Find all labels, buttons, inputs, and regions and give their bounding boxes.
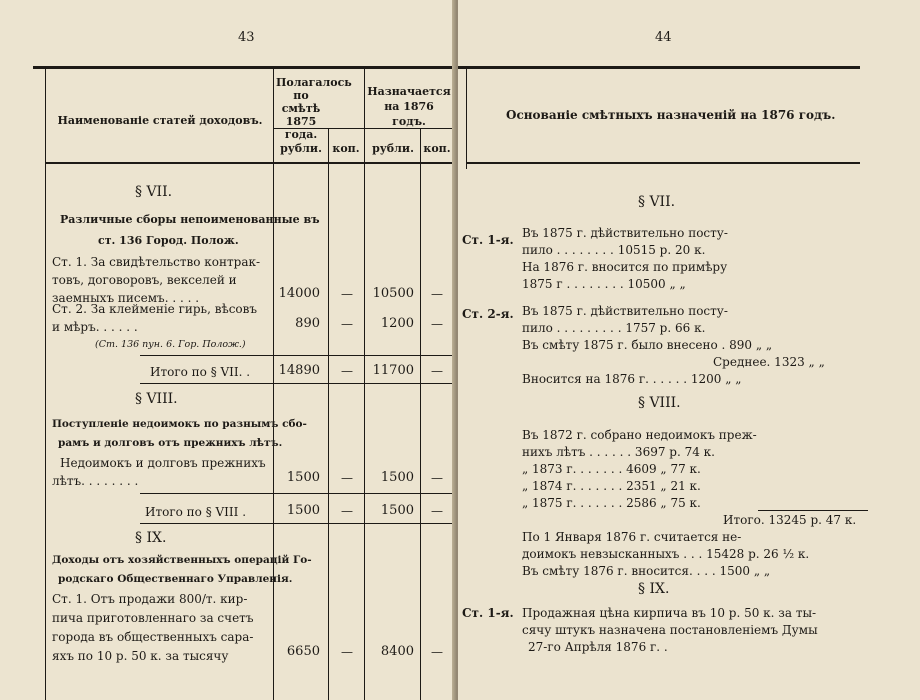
header-rule xyxy=(466,162,860,164)
total-label: Итого по § VII. . xyxy=(150,365,251,379)
kop-value: — xyxy=(341,364,353,378)
basis-text: Среднее. 1323 „ „ xyxy=(713,355,825,369)
value-1876: 1200 xyxy=(380,316,414,331)
total-1876: 1500 xyxy=(380,503,414,518)
col-divider xyxy=(420,128,421,700)
basis-text: сячу штукъ назначена постановленіемъ Думы xyxy=(522,623,818,637)
item-text: Ст. 1. Отъ продажи 800/т. кир- xyxy=(52,592,248,606)
basis-text: Вносится на 1876 г. . . . . . 1200 „ „ xyxy=(522,372,742,386)
kop-value: — xyxy=(341,287,353,301)
section-heading: Различные сборы непоименованные въ xyxy=(60,213,320,226)
kop-value: — xyxy=(431,645,443,659)
item-text: и мѣръ. . . . . . xyxy=(52,320,138,334)
kop-value: — xyxy=(431,317,443,331)
section-heading: Поступленіе недоимокъ по разнымъ сбо- xyxy=(52,418,307,430)
section-title: § VIII. xyxy=(638,395,681,411)
article-label: Ст. 1-я. xyxy=(462,233,514,247)
basis-text: Въ смѣту 1876 г. вносится. . . . 1500 „ „ xyxy=(522,564,771,578)
section-title: § VII. xyxy=(135,184,173,200)
total-label: Итого по § VIII . xyxy=(145,505,247,519)
basis-text: пило . . . . . . . . 10515 р. 20 к. xyxy=(522,243,706,257)
item-text: пича приготовленнаго за счетъ xyxy=(52,611,254,625)
basis-text: 1875 г . . . . . . . . 10500 „ „ xyxy=(522,277,686,291)
basis-text: нихъ лѣтъ . . . . . . 3697 р. 74 к. xyxy=(522,445,715,459)
header-basis: Основаніе смѣтныхъ назначеній на 1876 годъ. xyxy=(506,108,836,122)
kop-value: — xyxy=(341,471,353,485)
legal-note: (Ст. 136 пун. 6. Гор. Полож.) xyxy=(95,339,246,350)
section-heading: родскаго Общественнаго Управленія. xyxy=(58,573,293,585)
left-page xyxy=(0,0,455,700)
kop-value: — xyxy=(341,317,353,331)
basis-text: Продажная цѣна кирпича въ 10 р. 50 к. за ты- xyxy=(522,606,817,620)
item-text: лѣтъ. . . . . . . . xyxy=(52,474,139,488)
section-heading: ст. 136 Город. Полож. xyxy=(98,234,239,247)
article-label: Ст. 1-я. xyxy=(462,606,514,620)
basis-text: „ 1873 г. . . . . . . 4609 „ 77 к. xyxy=(522,462,701,476)
header-item-name: Наименованіе статей доходовъ. xyxy=(57,114,263,127)
header-kop: коп. xyxy=(332,142,360,155)
header-1875: Полагалось по смѣтѣ 1875 года. xyxy=(276,76,352,141)
value-1876: 10500 xyxy=(372,286,414,301)
kop-value: — xyxy=(431,504,443,518)
basis-text: „ 1875 г. . . . . . . 2586 „ 75 к. xyxy=(522,496,701,510)
subtotal-rule xyxy=(140,493,455,494)
basis-text: Въ 1872 г. собрано недоимокъ преж- xyxy=(522,428,757,442)
basis-text: „ 1874 г. . . . . . . 2351 „ 21 к. xyxy=(522,479,701,493)
value-1876: 1500 xyxy=(380,470,414,485)
kop-value: — xyxy=(431,287,443,301)
value-1875: 14000 xyxy=(278,286,320,301)
subtotal-rule xyxy=(140,383,455,384)
basis-text: По 1 Января 1876 г. считается не- xyxy=(522,530,742,544)
value-1875: 1500 xyxy=(286,470,320,485)
table-border xyxy=(466,69,467,169)
item-text: Ст. 2. За клейменіе гирь, вѣсовъ xyxy=(52,302,258,316)
right-page xyxy=(458,0,920,700)
section-title: § VIII. xyxy=(135,391,178,407)
item-text: Ст. 1. За свидѣтельство контрак- xyxy=(52,255,261,269)
basis-text: Въ 1875 г. дѣйствительно посту- xyxy=(522,304,728,318)
page-number-right: 44 xyxy=(655,30,672,45)
value-1875: 890 xyxy=(295,316,320,331)
subtotal-rule xyxy=(140,523,455,524)
item-text: товъ, договоровъ, векселей и xyxy=(52,273,237,287)
page-number-left: 43 xyxy=(238,30,255,45)
basis-text: Въ смѣту 1875 г. было внесено . 890 „ „ xyxy=(522,338,773,352)
section-title: § IX. xyxy=(638,581,670,597)
header-rule xyxy=(45,162,455,164)
section-title: § IX. xyxy=(135,530,167,546)
subtotal-rule xyxy=(140,355,455,356)
top-rule xyxy=(458,66,860,69)
sum-rule xyxy=(758,510,868,511)
header-rub-1876: рубли. xyxy=(372,142,414,155)
col-divider xyxy=(328,128,329,700)
item-text: города въ общественныхъ сара- xyxy=(52,630,254,644)
article-label: Ст. 2-я. xyxy=(462,307,514,321)
section-title: § VII. xyxy=(638,194,676,210)
value-1876: 8400 xyxy=(380,644,414,659)
total-1875: 1500 xyxy=(286,503,320,518)
section-heading: рамъ и долговъ отъ прежнихъ лѣтъ. xyxy=(58,437,283,449)
kop-value: — xyxy=(341,504,353,518)
item-text: яхъ по 10 р. 50 к. за тысячу xyxy=(52,649,229,663)
header-1876: Назначается на 1876 годъ. xyxy=(367,85,451,128)
top-rule xyxy=(33,66,455,69)
section-heading: Доходы отъ хозяйственныхъ операцій Го- xyxy=(52,554,312,566)
kop-value: — xyxy=(431,364,443,378)
item-text: Недоимокъ и долговъ прежнихъ xyxy=(60,456,266,470)
value-1875: 6650 xyxy=(286,644,320,659)
header-rub: рубли. xyxy=(280,142,322,155)
basis-text: Въ 1875 г. дѣйствительно посту- xyxy=(522,226,728,240)
item-text: заемныхъ писемъ. . . . . xyxy=(52,291,200,305)
basis-text: пило . . . . . . . . . 1757 р. 66 к. xyxy=(522,321,706,335)
kop-value: — xyxy=(431,471,443,485)
kop-value: — xyxy=(341,645,353,659)
basis-text: 27-го Апрѣля 1876 г. . xyxy=(528,640,668,654)
header-kop-1876: коп. xyxy=(423,142,451,155)
basis-text: доимокъ невзысканныхъ . . . 15428 р. 26 ½ к. xyxy=(522,547,810,561)
total-1876: 11700 xyxy=(372,363,414,378)
total-1875: 14890 xyxy=(278,363,320,378)
basis-text: На 1876 г. вносится по примѣру xyxy=(522,260,728,274)
basis-text: Итого. 13245 р. 47 к. xyxy=(723,513,857,527)
